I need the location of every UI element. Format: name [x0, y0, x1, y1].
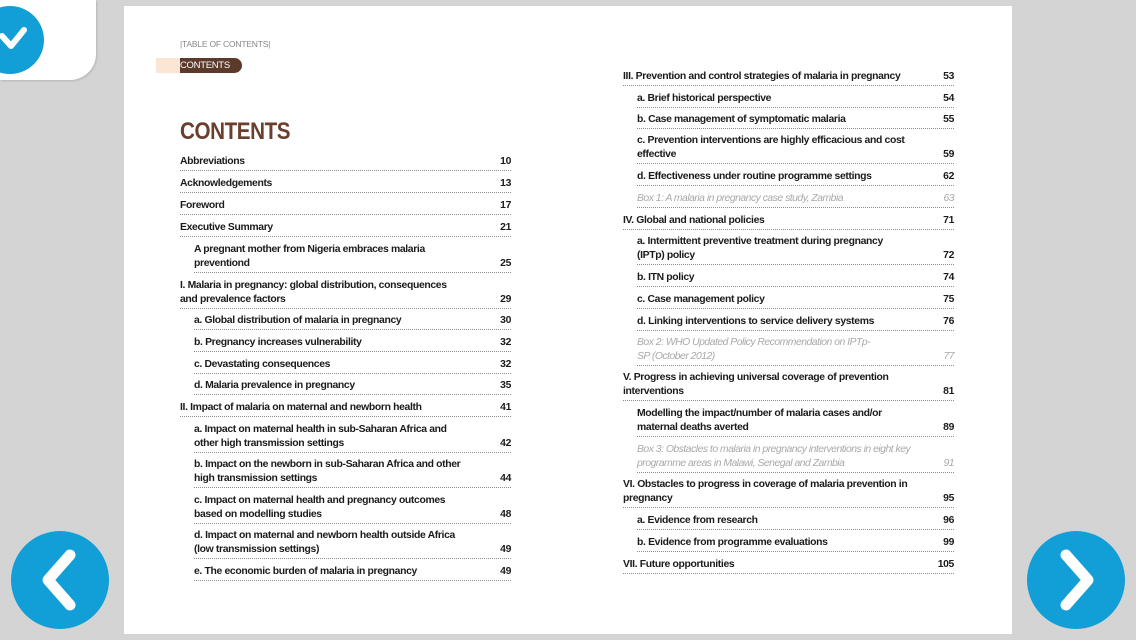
toc-entry[interactable]: VII. Future opportunities 105 [623, 553, 954, 574]
toc-entry[interactable]: c. Impact on maternal health and pregnancy outcomes based on modelling studies 48 [194, 489, 511, 524]
toc-entry[interactable]: A pregnant mother from Nigeria embraces malaria preventiond 25 [194, 238, 511, 273]
toc-entry[interactable]: Abbreviations 10 [180, 152, 511, 171]
toc-entry[interactable]: d. Effectiveness under routine programme settings 62 [637, 165, 954, 186]
toc-entry[interactable]: VI. Obstacles to progress in coverage of malaria prevention in pregnancy 95 [623, 474, 954, 508]
toc-entry[interactable]: d. Malaria prevalence in pregnancy 35 [194, 375, 511, 395]
toc-entry[interactable]: Modelling the impact/number of malaria cases and/or maternal deaths averted 89 [637, 402, 954, 437]
toc-entry[interactable]: Foreword 17 [180, 195, 511, 215]
toc-entry[interactable]: b. Pregnancy increases vulnerability 32 [194, 331, 511, 352]
toc-entry[interactable]: a. Global distribution of malaria in pregnancy 30 [194, 310, 511, 330]
toc-entry[interactable]: c. Prevention interventions are highly efficacious and cost effective 59 [637, 130, 954, 164]
document-page [124, 6, 1012, 634]
toc-entry[interactable]: b. Evidence from programme evaluations 99 [637, 531, 954, 552]
toc-entry[interactable]: d. Impact on maternal and newborn health outside Africa (low transmission settings) 49 [194, 525, 511, 559]
toc-entry[interactable]: a. Intermittent preventive treatment during pregnancy (IPTp) policy 72 [637, 231, 954, 265]
toc-entry[interactable]: Executive Summary 21 [180, 216, 511, 237]
toc-entry[interactable]: a. Evidence from research 96 [637, 509, 954, 530]
toc-entry[interactable]: b. Case management of symptomatic malaria 55 [637, 109, 954, 129]
toc-entry[interactable]: I. Malaria in pregnancy: global distribution, consequences and prevalence factors 29 [180, 274, 511, 309]
toc-entry[interactable]: IV. Global and national policies 71 [623, 209, 954, 230]
toc-entry[interactable]: Acknowledgements 13 [180, 173, 511, 193]
toc-box-entry[interactable]: Box 3: Obstacles to malaria in pregnancy interventions in eight key programme areas in Malawi, Senegal and Zambia 91 [637, 438, 954, 473]
menu-corner-button[interactable] [0, 0, 96, 80]
toc-entry[interactable]: V. Progress in achieving universal coverage of prevention interventions 81 [623, 367, 954, 401]
toc-entry[interactable]: e. The economic burden of malaria in pregnancy 49 [194, 560, 511, 581]
toc-entry[interactable]: d. Linking interventions to service delivery systems 76 [637, 310, 954, 331]
page-title: CONTENTS [180, 118, 291, 145]
toc-entry[interactable]: b. ITN policy 74 [637, 266, 954, 287]
running-header: |TABLE OF CONTENTS| [180, 39, 271, 49]
contents-tab-label: CONTENTS [180, 60, 230, 71]
toc-entry[interactable]: III. Prevention and control strategies of malaria in pregnancy 53 [623, 66, 954, 86]
next-page-button[interactable] [1027, 531, 1125, 629]
toc-box-entry[interactable]: Box 2: WHO Updated Policy Recommendation on IPTp-SP (October 2012) 77 [637, 332, 954, 366]
toc-box-entry[interactable]: Box 1: A malaria in pregnancy case study, Zambia 63 [637, 187, 954, 208]
chevron-down-icon [0, 6, 44, 74]
toc-entry[interactable]: b. Impact on the newborn in sub-Saharan Africa and other high transmission settings 44 [194, 454, 511, 488]
chevron-left-icon [11, 531, 109, 629]
toc-entry[interactable]: a. Brief historical perspective 54 [637, 87, 954, 108]
prev-page-button[interactable] [11, 531, 109, 629]
toc-entry[interactable]: c. Devastating consequences 32 [194, 353, 511, 374]
toc-entry[interactable]: II. Impact of malaria on maternal and newborn health 41 [180, 396, 511, 417]
toc-entry[interactable]: c. Case management policy 75 [637, 288, 954, 309]
chevron-right-icon [1027, 531, 1125, 629]
toc-entry[interactable]: a. Impact on maternal health in sub-Saharan Africa and other high transmission settings 42 [194, 418, 511, 453]
